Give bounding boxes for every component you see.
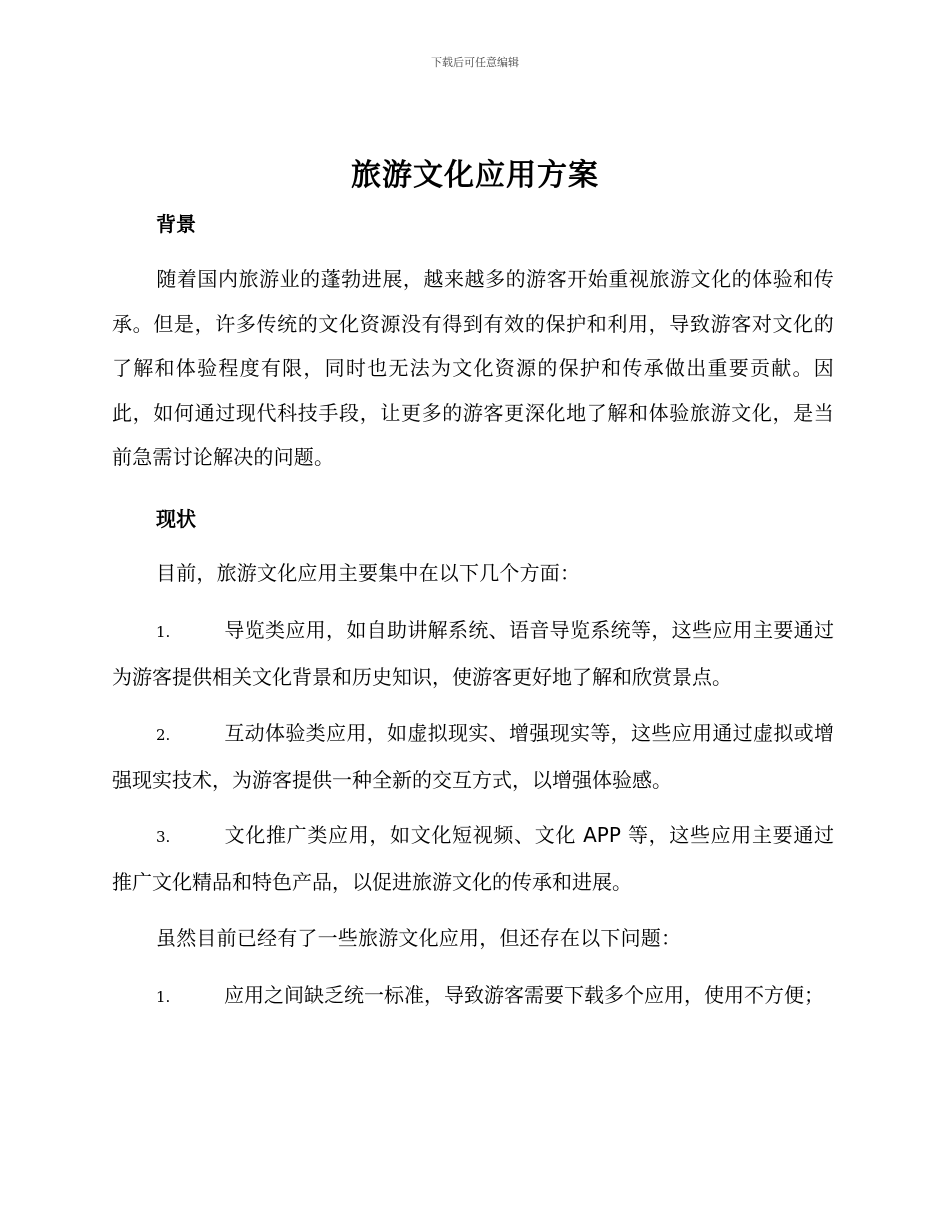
section-heading-background: 背景 <box>156 212 196 236</box>
list-item-number: 1. <box>156 988 171 1006</box>
section-heading-status: 现状 <box>156 507 196 531</box>
list-item <box>112 711 834 802</box>
problems-intro-paragraph <box>112 916 834 961</box>
list-item-number: 2. <box>156 726 171 744</box>
problems-intro-text: 虽然目前已经有了一些旅游文化应用，但还存在以下问题： <box>156 926 682 950</box>
list-item <box>112 813 834 904</box>
list-item-number: 1. <box>156 623 171 641</box>
list-item-text: 互动体验类应用，如虚拟现实、增强现实等，这些应用通过虚拟或增强现实技术，为游客提供一种全新的交互方式，以增强体验感。 <box>112 721 834 792</box>
list-item-text: 文化推广类应用，如文化短视频、文化 APP 等，这些应用主要通过推广文化精品和特色产品，以促进旅游文化的传承和进展。 <box>112 823 834 894</box>
header-note: 下载后可任意编辑 <box>431 56 519 69</box>
list-item <box>112 973 834 1020</box>
list-item <box>112 608 834 699</box>
list-item-number: 3. <box>156 828 171 846</box>
document-title: 旅游文化应用方案 <box>351 158 599 193</box>
list-item-text: 应用之间缺乏统一标准，导致游客需要下载多个应用，使用不方便； <box>224 983 824 1007</box>
background-paragraph-text: 随着国内旅游业的蓬勃进展，越来越多的游客开始重视旅游文化的体验和传承。但是，许多传统的文化资源没有得到有效的保护和利用，导致游客对文化的了解和体验程度有限，同时也无法为文化资源的保护和传承做出重要贡献。因此，如何通过现代科技手段，让更多的游客更深化地了解和体验旅游文化，是当前急需讨论解决的问题。 <box>112 267 834 469</box>
status-intro-text: 目前，旅游文化应用主要集中在以下几个方面： <box>156 561 581 585</box>
list-item-text: 导览类应用，如自助讲解系统、语音导览系统等，这些应用主要通过为游客提供相关文化背景和历史知识，使游客更好地了解和欣赏景点。 <box>112 618 834 689</box>
background-paragraph <box>112 257 834 480</box>
status-intro-paragraph <box>112 551 834 596</box>
